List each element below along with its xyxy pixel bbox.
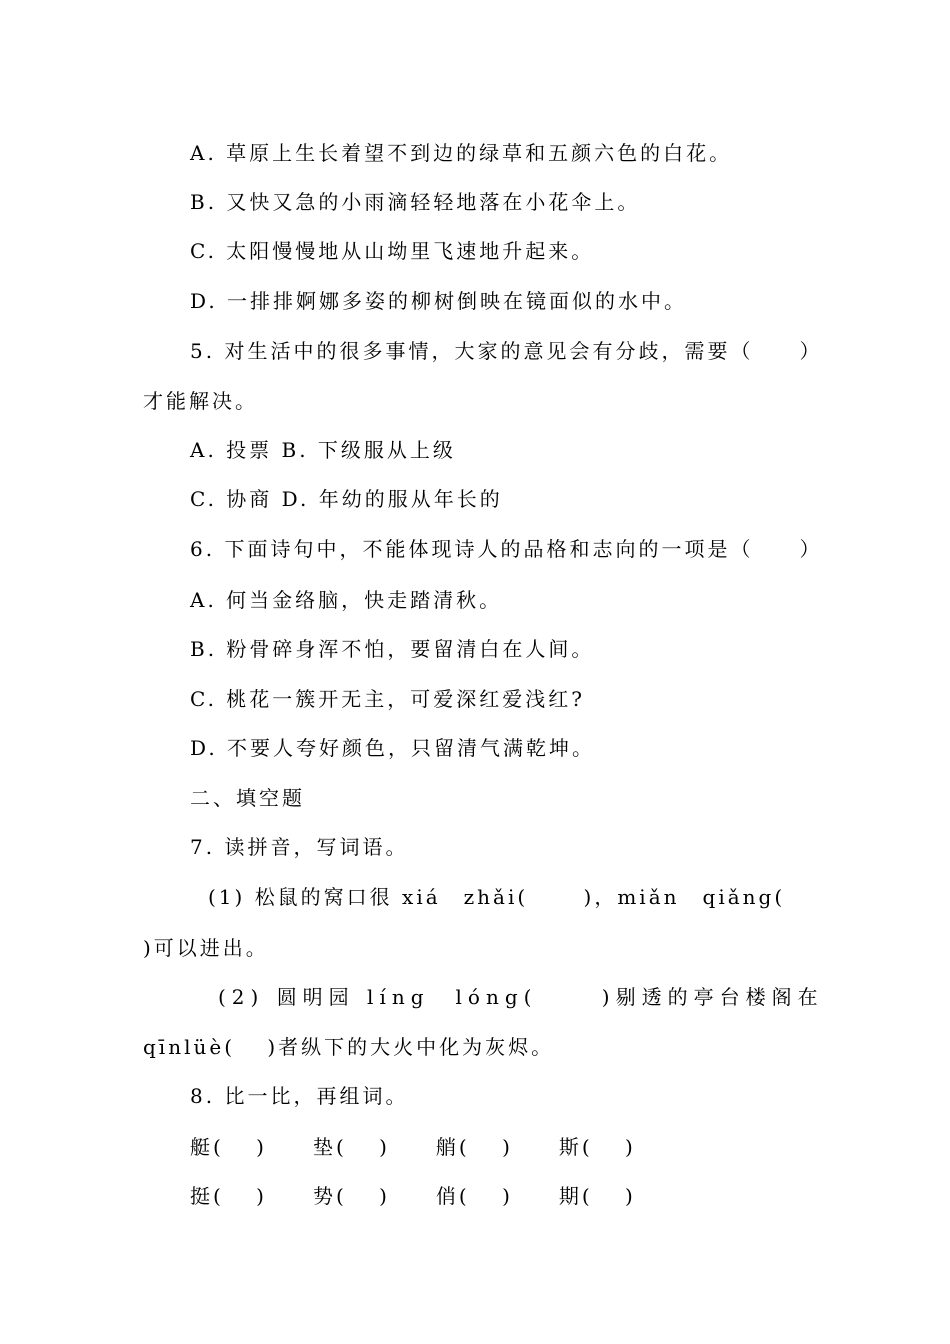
question-8-stem: 8. 比一比，再组词。 [190,1084,409,1108]
question-6-stem: 6. 下面诗句中，不能体现诗人的品格和志向的一项是（ ） [190,537,823,561]
option-4a: A. 草原上生长着望不到边的绿草和五颜六色的白花。 [190,141,733,165]
option-4d: D. 一排排婀娜多姿的柳树倒映在镜面似的水中。 [190,289,688,313]
word-group-row-1: 艇( ) 垫( ) 艄( ) 斯( ) [190,1135,636,1159]
option-5ab: A. 投票 B. 下级服从上级 [190,438,456,462]
question-5-stem: 5. 对生活中的很多事情，大家的意见会有分歧，需要（ ） [190,339,823,363]
option-5cd: C. 协商 D. 年幼的服从年长的 [190,487,503,511]
question-7-part-2: (2) 圆明园 líng lóng( )剔透的亭台楼阁在 [218,985,824,1009]
option-6d: D. 不要人夸好颜色，只留清气满乾坤。 [190,736,596,760]
question-7-part-1: (1) 松鼠的窝口很 xiá zhǎi( )，miǎn qiǎng( [208,885,786,909]
option-4b: B. 又快又急的小雨滴轻轻地落在小花伞上。 [190,190,641,214]
option-6a: A. 何当金络脑，快走踏清秋。 [190,588,503,612]
option-6c: C. 桃花一簇开无主，可爱深红爱浅红? [190,687,586,711]
section-heading: 二、填空题 [190,786,305,810]
question-7-part-1-cont: )可以进出。 [143,936,269,960]
question-7-stem: 7. 读拼音，写词语。 [190,835,409,859]
word-group-row-2: 挺( ) 势( ) 俏( ) 期( ) [190,1184,636,1208]
question-5-stem-cont: 才能解决。 [143,389,258,413]
option-4c: C. 太阳慢慢地从山坳里飞速地升起来。 [190,239,595,263]
question-7-part-2-cont: qīnlüè( )者纵下的大火中化为灰烬。 [143,1035,555,1059]
option-6b: B. 粉骨碎身浑不怕，要留清白在人间。 [190,637,595,661]
